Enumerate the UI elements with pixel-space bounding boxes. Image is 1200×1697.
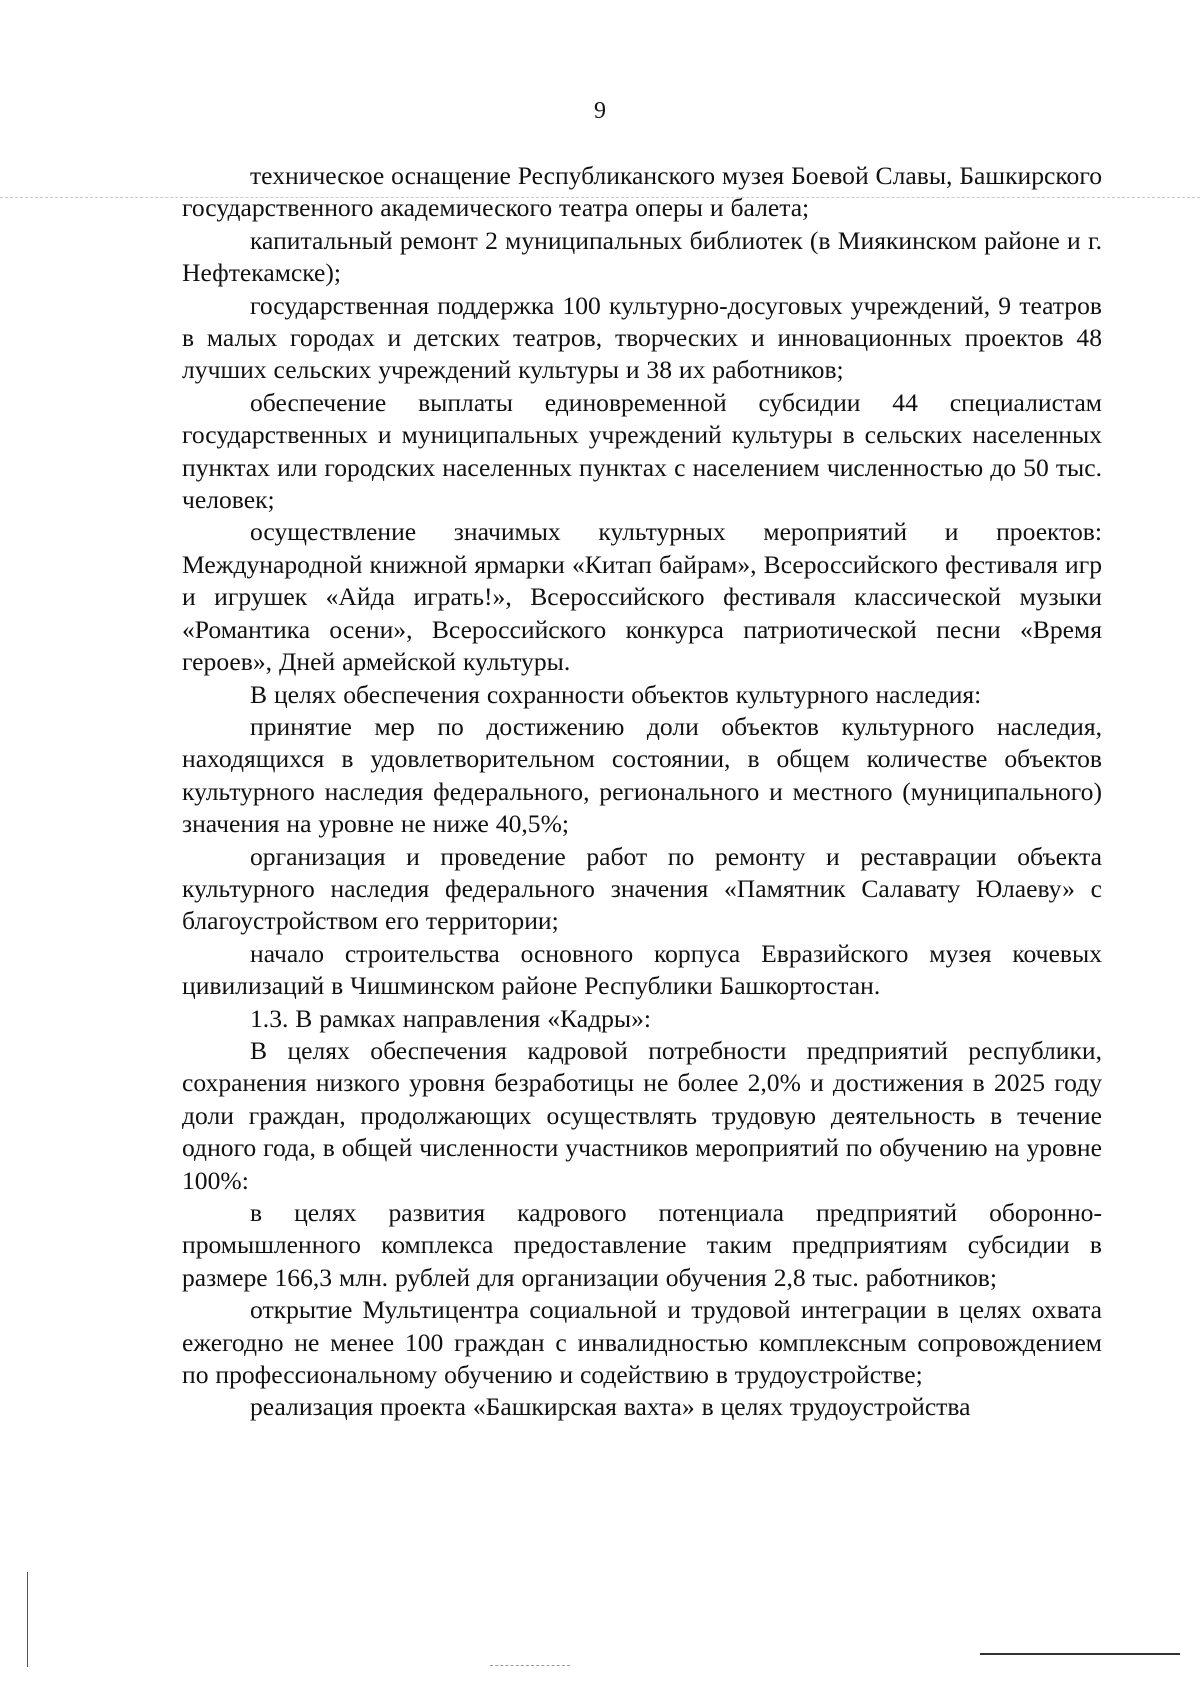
scan-edge-left — [27, 1572, 28, 1667]
paragraph: государственная поддержка 100 культурно-досуговых учреждений, 9 театров в малых городах и детских театров, творческих и инновационных проектов 48 лучших сельских учреждений культуры и 38 их работников; — [182, 290, 1102, 385]
section-heading: 1.3. В рамках направления «Кадры»: — [250, 1003, 652, 1033]
page-number: 9 — [594, 98, 606, 124]
document-body — [182, 160, 1102, 1424]
paragraph: открытие Мультицентра социальной и трудовой интеграции в целях охвата ежегодно не менее 100 граждан с инвалидностью комплексным сопровождением по профессиональному обучению и содействию в трудоустройстве; — [182, 1295, 1102, 1390]
paragraph: начало строительства основного корпуса Евразийского музея кочевых цивилизаций в Чишминском районе Республики Башкортостан. — [182, 938, 1102, 1001]
paragraph: В целях обеспечения кадровой потребности предприятий республики, сохранения низкого уровня безработицы не более 2,0% и достижения в 2025 году доли граждан, продолжающих осуществлять трудовую деятельность в течение одного года, в общей численности участников мероприятий по обучению на уровне 100%: — [182, 1035, 1102, 1195]
paragraph: организация и проведение работ по ремонту и реставрации объекта культурного наследия федерального значения «Памятник Салавату Юлаеву» с благоустройством его территории; — [182, 841, 1102, 936]
paragraph: капитальный ремонт 2 муниципальных библиотек (в Миякинском районе и г. Нефтекамске); — [182, 225, 1102, 288]
paragraph: осуществление значимых культурных мероприятий и проектов: Международной книжной ярмарки «Китап байрам», Всероссийского фестиваля игр и игрушек «Айда играть!», Всероссийского фестиваля классической музыки «Романтика осени», Всероссийского конкурса патриотической песни «Время героев», Дней армейской культуры. — [182, 517, 1102, 677]
paragraph: обеспечение выплаты единовременной субсидии 44 специалистам государственных и муниципальных учреждений культуры в сельских населенных пунктах или городских населенных пунктах с населением численностью до 50 тыс. человек; — [182, 387, 1102, 515]
scan-dots-bottom — [490, 1665, 570, 1666]
paragraph: принятие мер по достижению доли объектов культурного наследия, находящихся в удовлетворительном состоянии, в общем количестве объектов культурного наследия федерального, регионального и местного (муниципального) значения на уровне не ниже 40,5%; — [182, 711, 1102, 839]
scan-edge-bottom — [980, 1653, 1180, 1655]
paragraph: В целях обеспечения сохранности объектов культурного наследия: — [250, 679, 982, 709]
paragraph: в целях развития кадрового потенциала предприятий оборонно-промышленного комплекса предоставление таким предприятиям субсидии в размере 166,3 млн. рублей для организации обучения 2,8 тыс. работников; — [182, 1198, 1102, 1292]
paragraph: техническое оснащение Республиканского музея Боевой Славы, Башкирского государственного академического театра оперы и балета; — [182, 161, 1102, 223]
paragraph: реализация проекта «Башкирская вахта» в целях трудоустройства — [250, 1392, 971, 1422]
